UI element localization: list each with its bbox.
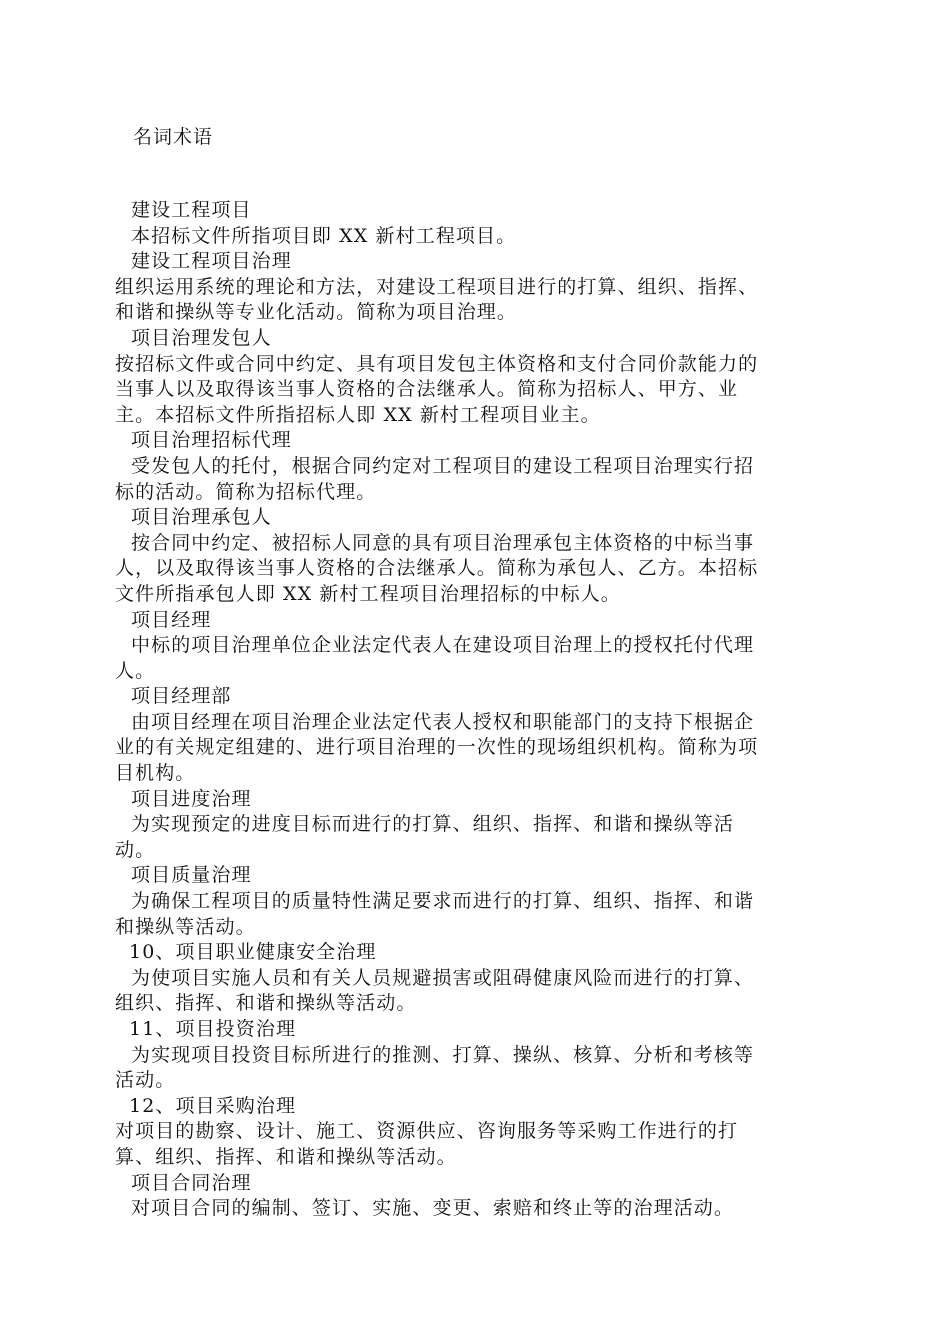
entry-term: 建设工程项目治理	[131, 250, 292, 273]
document-title: 名词术语	[133, 126, 214, 148]
entry-description-line: 人。	[115, 659, 156, 682]
glossary-entry	[115, 428, 835, 505]
glossary-entry	[115, 787, 835, 864]
entry-description-line: 为确保工程项目的质量特性满足要求而进行的打算、组织、指挥、和谐	[131, 890, 755, 913]
glossary-entry	[115, 326, 835, 428]
entry-description-line: 为使项目实施人员和有关人员规避损害或阻碍健康风险而进行的打算、	[131, 966, 755, 989]
entry-term: 11、项目投资治理	[129, 1018, 297, 1040]
entry-description-line: 按合同中约定、被招标人同意的具有项目治理承包主体资格的中标当事	[131, 531, 755, 554]
entry-description-line: 组织运用系统的理论和方法，对建设工程项目进行的打算、组织、指挥、	[115, 275, 759, 298]
glossary-entry	[115, 505, 835, 607]
glossary-entry	[115, 249, 835, 326]
entry-description-line: 标的活动。简称为招标代理。	[115, 480, 377, 503]
entry-term: 项目治理承包人	[131, 506, 272, 529]
entry-description-line: 对项目的勘察、设计、施工、资源供应、咨询服务等采购工作进行的打	[115, 1120, 739, 1143]
entry-description-line: 中标的项目治理单位企业法定代表人在建设项目治理上的授权托付代理	[131, 634, 755, 657]
entry-description-line: 主。本招标文件所指招标人即 XX 新村工程项目业主。	[115, 403, 601, 426]
entry-term: 建设工程项目	[131, 199, 252, 221]
entry-description-line: 按招标文件或合同中约定、具有项目发包主体资格和支付合同价款能力的	[115, 352, 759, 375]
entry-description-line: 业的有关规定组建的、进行项目治理的一次性的现场组织机构。简称为项	[115, 736, 759, 759]
entry-description-line: 本招标文件所指项目即 XX 新村工程项目。	[131, 224, 517, 247]
entry-term: 项目治理招标代理	[131, 429, 292, 452]
entry-term: 项目质量治理	[131, 864, 252, 887]
glossary-content	[115, 198, 835, 1222]
entry-description-line: 为实现预定的进度目标而进行的打算、组织、指挥、和谐和操纵等活	[131, 813, 735, 836]
glossary-entry	[115, 684, 835, 786]
entry-description-line: 为实现项目投资目标所进行的推测、打算、操纵、核算、分析和考核等	[131, 1043, 755, 1066]
entry-term: 项目进度治理	[131, 787, 252, 810]
glossary-entry	[115, 863, 835, 940]
entry-description-line: 活动。	[115, 1069, 176, 1092]
entry-description-line: 人，以及取得该当事人资格的合法继承人。简称为承包人、乙方。本招标	[115, 557, 759, 580]
entry-description-line: 文件所指承包人即 XX 新村工程项目治理招标的中标人。	[115, 582, 621, 605]
entry-description-line: 组织、指挥、和谐和操纵等活动。	[115, 992, 417, 1015]
glossary-entry	[115, 1094, 835, 1171]
entry-term: 10、项目职业健康安全治理	[129, 941, 377, 964]
glossary-entry	[115, 1017, 835, 1094]
glossary-entry	[115, 940, 835, 1017]
entry-description-line: 对项目合同的编制、签订、实施、变更、索赔和终止等的治理活动。	[131, 1197, 735, 1220]
entry-description-line: 目机构。	[115, 762, 196, 785]
entry-description-line: 由项目经理在项目治理企业法定代表人授权和职能部门的支持下根据企	[131, 710, 755, 733]
glossary-entry	[115, 608, 835, 685]
entry-term: 项目经理部	[131, 685, 232, 708]
entry-term: 项目治理发包人	[131, 326, 272, 349]
entry-term: 项目合同治理	[131, 1171, 252, 1194]
entry-description-line: 和谐和操纵等专业化活动。简称为项目治理。	[115, 301, 518, 324]
entry-term: 项目经理	[131, 608, 212, 631]
entry-description-line: 动。	[115, 838, 156, 861]
entry-description-line: 算、组织、指挥、和谐和操纵等活动。	[115, 1145, 457, 1168]
entry-description-line: 受发包人的托付，根据合同约定对工程项目的建设工程项目治理实行招	[131, 454, 755, 477]
entry-description-line: 当事人以及取得该当事人资格的合法继承人。简称为招标人、甲方、业	[115, 378, 739, 401]
glossary-entry	[115, 1171, 835, 1222]
glossary-entry	[115, 198, 835, 249]
entry-term: 12、项目采购治理	[129, 1094, 297, 1117]
entry-description-line: 和操纵等活动。	[115, 915, 256, 938]
